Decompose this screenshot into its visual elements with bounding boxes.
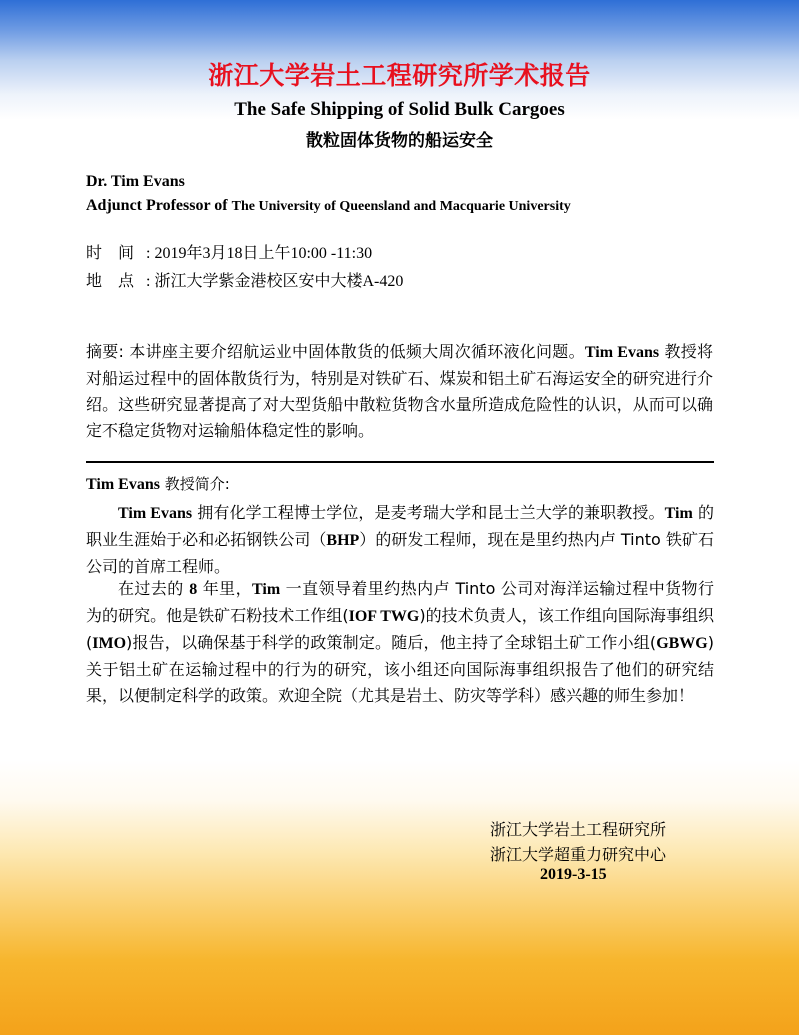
bio-p2-text-f: )关于铝土矿在运输过程中的行为的研究，该小组还向国际海事组织报告了他们的研究结果，以便制定科学的政策。欢迎全院（尤其是岩土、防灾等学科）感兴趣的师生参加！ (86, 633, 714, 705)
bio-heading-suffix: 教授简介: (159, 475, 230, 493)
bio-p2-gbwg: GBWG (656, 635, 708, 652)
abstract (86, 339, 713, 444)
bio-p2-text-c: 一直领导着里约热内卢 Tinto 公司对海洋运输过程中货物行为的研究。他是铁矿石粉技术工作组( (86, 579, 714, 625)
bio-paragraph-2 (86, 576, 714, 709)
time-row (86, 240, 372, 263)
abstract-sep: : (118, 342, 130, 361)
time-value: : 2019年3月18日上午10:00 -11:30 (146, 245, 373, 262)
abstract-text-1: 本讲座主要介绍航运业中固体散货的低频大周次循环液化问题。 (129, 342, 585, 361)
speaker-title (86, 197, 571, 215)
subtitle-english: The Safe Shipping of Solid Bulk Cargoes (234, 99, 565, 120)
speaker-affiliation: The University of Queensland and Macquarie University (231, 199, 571, 214)
bio-p2-tim: Tim (252, 581, 281, 598)
speaker-name: Dr. Tim Evans (86, 173, 185, 190)
signature-date: 2019-3-15 (540, 866, 607, 883)
page-title: 浙江大学岩土工程研究所学术报告 (208, 61, 591, 90)
bio-p2-imo: IMO (92, 635, 127, 652)
bio-paragraph-1 (86, 500, 714, 580)
abstract-text-2: 教授将对船运过程中的固体散货行为，特别是对铁矿石、煤炭和铝土矿石海运安全的研究进行介绍。这些研究显著提高了对大型货船中散粒货物含水量所造成危险性的认识，从而可以确定不稳定货物对运输船体稳定性的影响。 (86, 342, 713, 440)
place-row (86, 268, 403, 291)
bio-p2-years: 8 (189, 581, 198, 598)
time-label: 时 间 (86, 243, 135, 262)
bio-p2-iof: IOF TWG (348, 608, 420, 625)
bio-p1-text-a: 拥有化学工程博士学位，是麦考瑞大学和昆士兰大学的兼职教授。 (192, 503, 665, 522)
place-label: 地 点 (86, 271, 135, 290)
bio-p1-text-c: ）的研发工程师，现在是里约热内卢 Tinto 铁矿石公司的首席工程师。 (86, 530, 714, 576)
signature-org-2: 浙江大学超重力研究中心 (490, 845, 667, 864)
bio-p1-name: Tim Evans (118, 505, 193, 522)
bio-heading-name: Tim Evans (86, 476, 160, 493)
bio-p1-name2: Tim (664, 505, 693, 522)
subtitle-chinese: 散粒固体货物的船运安全 (306, 131, 493, 151)
bio-p2-text-e: )报告，以确保基于科学的政策制定。随后，他主持了全球铝土矿工作小组( (126, 633, 657, 652)
bio-p1-bhp: BHP (326, 532, 360, 549)
bio-p1-text-b: 的职业生涯始于必和必拓钢铁公司（ (86, 503, 714, 549)
place-value: : 浙江大学紫金港校区安中大楼A-420 (146, 273, 404, 290)
bio-p2-text-a: 在过去的 (118, 579, 190, 598)
bio-p2-text-b: 年里， (197, 579, 253, 598)
signature-org-1: 浙江大学岩土工程研究所 (490, 820, 667, 839)
bio-p2-text-d: )的技术负责人，该工作组向国际海事组织( (86, 606, 714, 652)
section-divider (86, 461, 714, 463)
speaker-title-prefix: Adjunct Professor of (86, 197, 228, 214)
abstract-label: 摘要 (86, 342, 119, 361)
abstract-name: Tim Evans (584, 344, 660, 361)
bio-heading (86, 473, 230, 494)
